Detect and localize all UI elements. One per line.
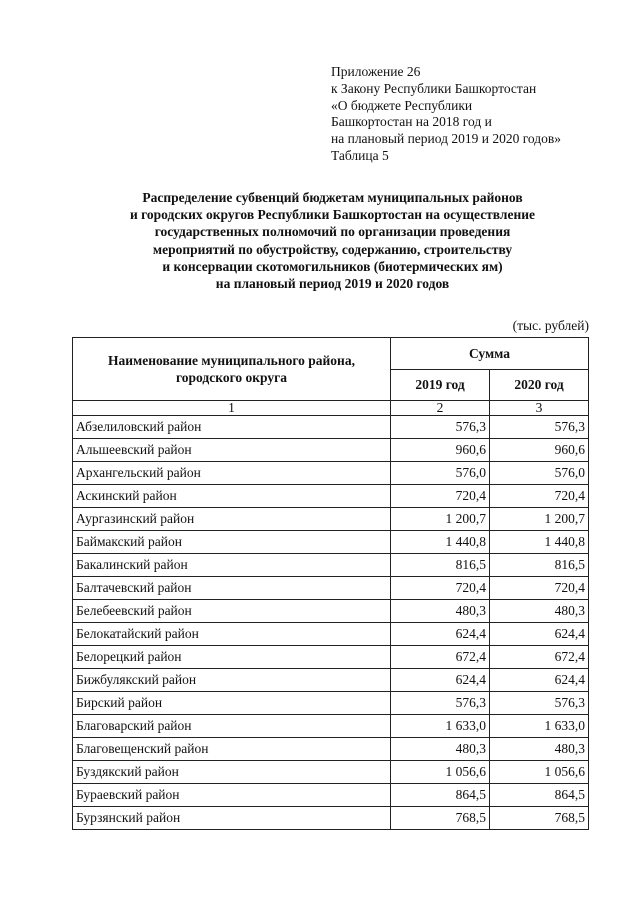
value-2020-cell: 576,3 <box>490 416 589 439</box>
title-line: и консервации скотомогильников (биотермических ям) <box>162 258 503 274</box>
appendix-line: к Закону Республики Башкортостан <box>331 80 537 96</box>
district-name-cell: Балтачевский район <box>73 577 391 600</box>
value-2019-cell: 576,0 <box>391 462 490 485</box>
value-2019-cell: 480,3 <box>391 738 490 761</box>
value-2019-cell: 816,5 <box>391 554 490 577</box>
table-row <box>73 715 589 738</box>
table-row <box>73 646 589 669</box>
table-row <box>73 692 589 715</box>
value-2019-cell: 576,3 <box>391 692 490 715</box>
district-name-cell: Белорецкий район <box>73 646 391 669</box>
district-name-cell: Баймакский район <box>73 531 391 554</box>
value-2020-cell: 1 056,6 <box>490 761 589 784</box>
district-name-cell: Бураевский район <box>73 784 391 807</box>
value-2020-cell: 720,4 <box>490 485 589 508</box>
value-2019-cell: 480,3 <box>391 600 490 623</box>
value-2020-cell: 960,6 <box>490 439 589 462</box>
district-name-cell: Благоварский район <box>73 715 391 738</box>
district-name-cell: Бакалинский район <box>73 554 391 577</box>
value-2020-cell: 480,3 <box>490 738 589 761</box>
value-2019-cell: 672,4 <box>391 646 490 669</box>
value-2019-cell: 960,6 <box>391 439 490 462</box>
value-2020-cell: 576,0 <box>490 462 589 485</box>
value-2019-cell: 624,4 <box>391 669 490 692</box>
subsidy-table <box>72 337 589 830</box>
value-2019-cell: 1 633,0 <box>391 715 490 738</box>
column-number-1: 1 <box>73 401 391 416</box>
document-title <box>60 189 605 292</box>
value-2019-cell: 720,4 <box>391 577 490 600</box>
units-label: (тыс. рублей) <box>512 318 589 333</box>
district-name-cell: Аургазинский район <box>73 508 391 531</box>
district-name-cell: Бижбулякский район <box>73 669 391 692</box>
appendix-line: Башкортостан на 2018 год и <box>331 114 492 130</box>
district-name-cell: Архангельский район <box>73 462 391 485</box>
table-row <box>73 416 589 439</box>
table-row <box>73 784 589 807</box>
appendix-line: Таблица 5 <box>331 147 389 163</box>
table-row <box>73 508 589 531</box>
header-year-2020: 2020 год <box>490 370 589 401</box>
value-2020-cell: 624,4 <box>490 623 589 646</box>
table-row <box>73 807 589 830</box>
title-line: государственных полномочий по организации проведения <box>154 224 511 240</box>
value-2020-cell: 1 440,8 <box>490 531 589 554</box>
table-row <box>73 462 589 485</box>
value-2020-cell: 816,5 <box>490 554 589 577</box>
table-row <box>73 531 589 554</box>
value-2020-cell: 624,4 <box>490 669 589 692</box>
table-row <box>73 623 589 646</box>
title-line: и городских округов Республики Башкортостан на осуществление <box>129 207 536 223</box>
title-line: Распределение субвенций бюджетам муниципальных районов <box>142 190 523 205</box>
district-name-cell: Бурзянский район <box>73 807 391 830</box>
appendix-line: «О бюджете Республики <box>331 97 473 113</box>
district-name-cell: Абзелиловский район <box>73 416 391 439</box>
value-2020-cell: 1 633,0 <box>490 715 589 738</box>
value-2019-cell: 576,3 <box>391 416 490 439</box>
value-2019-cell: 624,4 <box>391 623 490 646</box>
district-name-cell: Буздякский район <box>73 761 391 784</box>
value-2019-cell: 720,4 <box>391 485 490 508</box>
value-2020-cell: 672,4 <box>490 646 589 669</box>
title-line: на плановый период 2019 и 2020 годов <box>215 276 450 292</box>
table-row <box>73 439 589 462</box>
value-2020-cell: 576,3 <box>490 692 589 715</box>
title-line: мероприятий по обустройству, содержанию, строительству <box>152 241 513 257</box>
appendix-line: на плановый период 2019 и 2020 годов» <box>331 131 562 147</box>
table-row <box>73 669 589 692</box>
header-sum: Сумма <box>391 338 589 370</box>
appendix-block <box>331 64 561 165</box>
district-name-cell: Белокатайский район <box>73 623 391 646</box>
value-2019-cell: 864,5 <box>391 784 490 807</box>
district-name-cell: Аскинский район <box>73 485 391 508</box>
district-name-cell: Альшеевский район <box>73 439 391 462</box>
value-2019-cell: 1 056,6 <box>391 761 490 784</box>
column-number-2: 2 <box>391 401 490 416</box>
table-row <box>73 738 589 761</box>
value-2019-cell: 1 440,8 <box>391 531 490 554</box>
table-row <box>73 554 589 577</box>
value-2020-cell: 480,3 <box>490 600 589 623</box>
district-name-cell: Благовещенский район <box>73 738 391 761</box>
value-2019-cell: 1 200,7 <box>391 508 490 531</box>
value-2019-cell: 768,5 <box>391 807 490 830</box>
district-name-cell: Бирский район <box>73 692 391 715</box>
appendix-line: Приложение 26 <box>331 64 421 79</box>
header-name-column: Наименование муниципального района, городского округа <box>73 338 391 401</box>
table-row <box>73 485 589 508</box>
table-row <box>73 577 589 600</box>
header-year-2019: 2019 год <box>391 370 490 401</box>
value-2020-cell: 768,5 <box>490 807 589 830</box>
table-row <box>73 600 589 623</box>
district-name-cell: Белебеевский район <box>73 600 391 623</box>
value-2020-cell: 864,5 <box>490 784 589 807</box>
value-2020-cell: 1 200,7 <box>490 508 589 531</box>
value-2020-cell: 720,4 <box>490 577 589 600</box>
column-number-3: 3 <box>490 401 589 416</box>
table-body <box>73 416 589 830</box>
table-row <box>73 761 589 784</box>
